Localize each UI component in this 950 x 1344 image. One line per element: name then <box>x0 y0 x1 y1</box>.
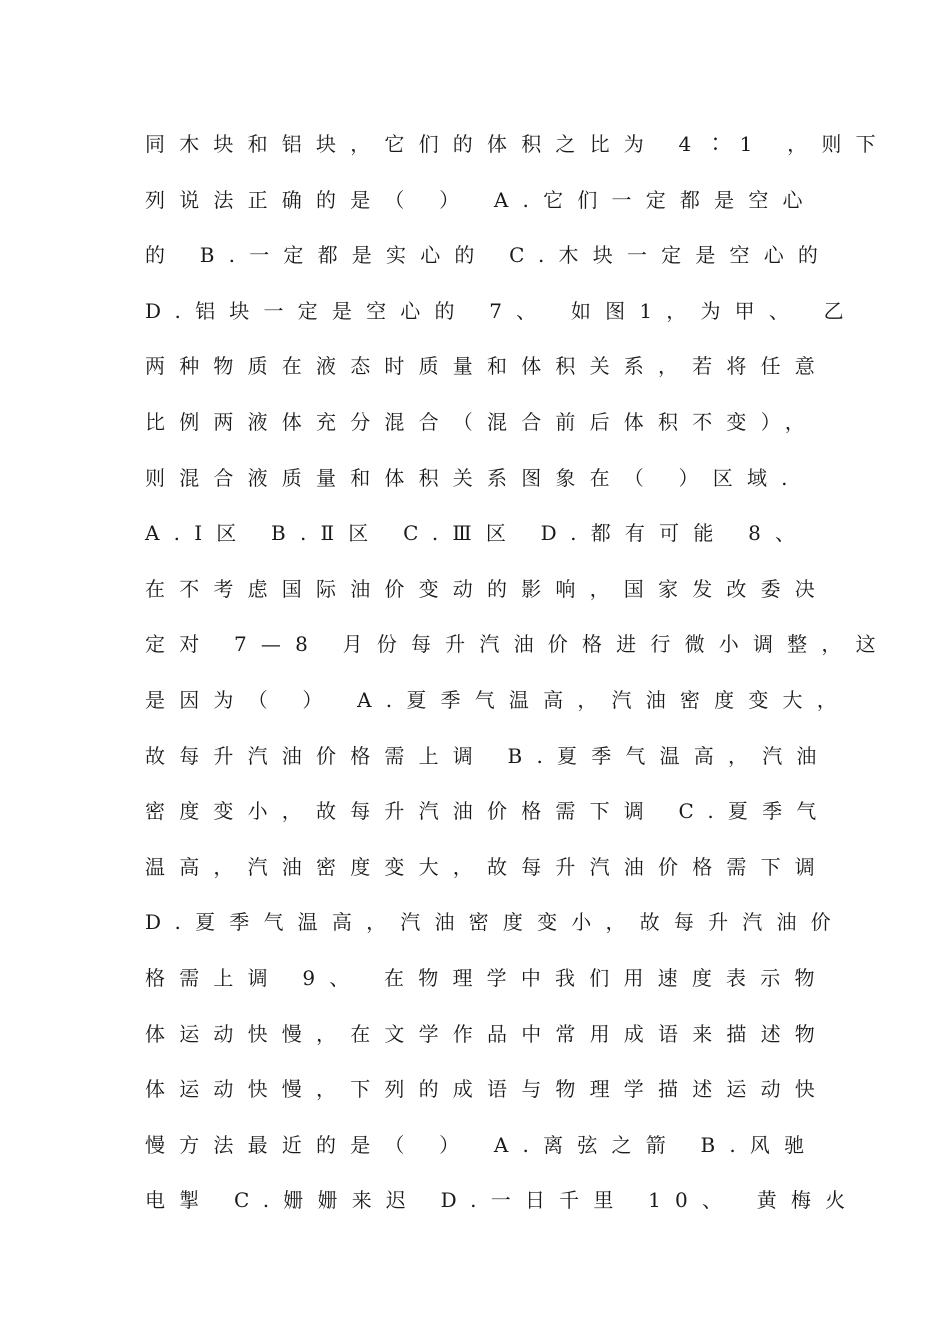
text-line: 两种物质在液态时质量和体积关系，若将任意 <box>145 354 829 379</box>
text-line: D.铝块一定是空心的 7、 如图1，为甲、 乙 <box>145 298 858 323</box>
text-line: 列说法正确的是（ ） A.它们一定都是空心 <box>145 187 817 212</box>
text-line: 则混合液质量和体积关系图象在（ ）区域. <box>145 465 802 490</box>
text-line: 的 B.一定都是实心的 C.木块一定是空心的 <box>145 243 833 268</box>
text-line: 体运动快慢，下列的成语与物理学描述运动快 <box>145 1077 829 1102</box>
text-line: 是因为（ ） A.夏季气温高，汽油密度变大， <box>145 687 851 712</box>
text-line: 密度变小，故每升汽油价格需下调 C.夏季气 <box>145 799 831 824</box>
text-line: A.Ⅰ区 B.Ⅱ区 C.Ⅲ区 D.都有可能 8、 <box>145 521 810 546</box>
text-line: 故每升汽油价格需上调 B.夏季气温高，汽油 <box>145 743 831 768</box>
text-line: 定对 7—8 月份每升汽油价格进行微小调整，这 <box>145 632 890 657</box>
text-line: 比例两液体充分混合（混合前后体积不变）， <box>145 409 819 434</box>
text-line: 在不考虑国际油价变动的影响，国家发改委决 <box>145 576 829 601</box>
text-line: 慢方法最近的是（ ） A.离弦之箭 B.风驰 <box>145 1132 819 1157</box>
text-line: D.夏季气温高，汽油密度变小，故每升汽油价 <box>145 910 845 935</box>
text-line: 格需上调 9、 在物理学中我们用速度表示物 <box>145 965 829 990</box>
text-line: 温高，汽油密度变大，故每升汽油价格需下调 <box>145 854 829 879</box>
text-line: 同木块和铝块，它们的体积之比为 4∶1 ，则下 <box>145 132 890 156</box>
body-text <box>145 122 890 1234</box>
text-line: 电掣 C.姗姗来迟 D.一日千里 10、 黄梅火 <box>145 1188 860 1213</box>
text-line: 体运动快慢，在文学作品中常用成语来描述物 <box>145 1021 829 1046</box>
